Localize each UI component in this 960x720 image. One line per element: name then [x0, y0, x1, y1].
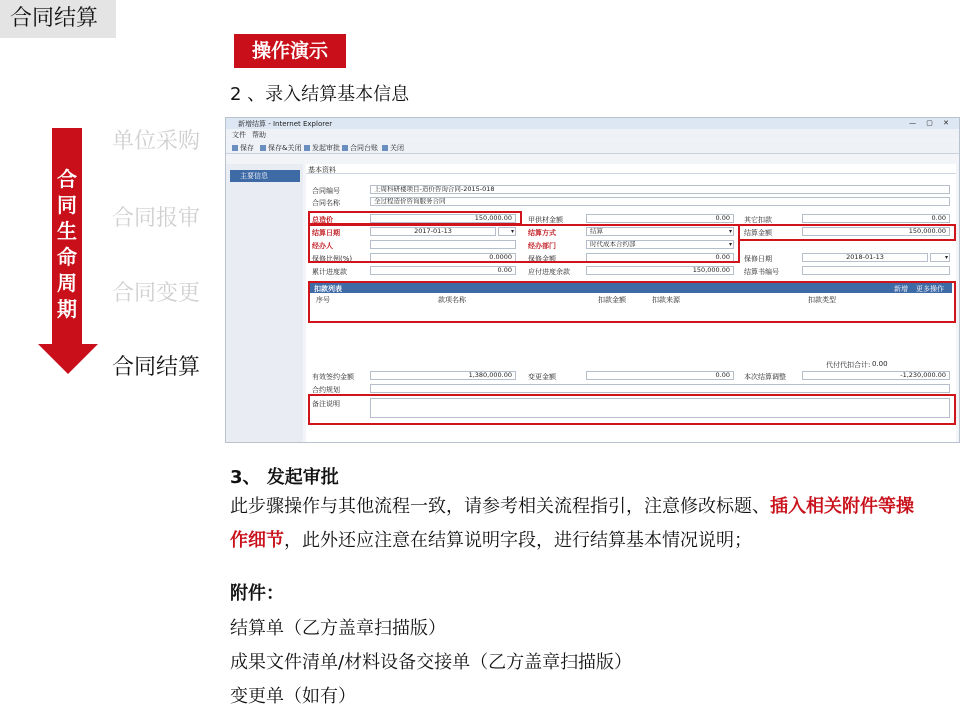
menu-help[interactable]: 帮助 [252, 131, 266, 139]
field-label: 其它扣款 [744, 216, 772, 224]
arrow-char: 周 [57, 271, 77, 295]
col-header: 扣款来源 [652, 296, 680, 304]
field-label: 应付进度余款 [528, 268, 570, 276]
lifecycle-arrow-head [38, 344, 98, 374]
retention-amount-field[interactable]: 0.00 [586, 253, 734, 262]
highlight-settle-amount [738, 224, 956, 241]
settle-method-select[interactable]: 结算 ▾ [586, 227, 734, 236]
contract-ledger-button[interactable]: 合同台账 [342, 143, 378, 153]
demo-badge: 操作演示 [234, 34, 346, 68]
settle-date-field[interactable]: 2017-01-13 [370, 227, 496, 236]
toolbar [226, 140, 959, 154]
settle-book-field[interactable] [802, 266, 950, 275]
field-label: 结算日期 [312, 229, 340, 237]
warranty-date-field[interactable]: 2018-01-13 [802, 253, 928, 262]
field-label: 结算书编号 [744, 268, 779, 276]
form-area [306, 164, 956, 443]
step3-line2: 作细节，此外还应注意在结算说明字段，进行结算基本情况说明； [230, 530, 752, 551]
field-label: 结算方式 [528, 229, 556, 237]
arrow-char: 命 [57, 245, 77, 269]
agent-total-label: 代付代扣合计: [826, 361, 871, 369]
progress-paid-field[interactable]: 0.00 [370, 266, 516, 275]
stage-change: 合同变更 [112, 281, 201, 306]
window-controls[interactable]: — ▢ ✕ [909, 119, 953, 127]
deduct-add-button[interactable]: 新增 [894, 285, 908, 293]
col-header: 序号 [316, 296, 330, 304]
highlight-remark [308, 394, 956, 425]
signed-amount-field[interactable]: 1,380,000.00 [370, 371, 516, 380]
other-deduct-field[interactable]: 0.00 [802, 214, 950, 223]
arrow-char: 合 [57, 167, 77, 191]
save-button[interactable]: 保存 [232, 143, 254, 153]
field-label: 合约规划 [312, 386, 340, 394]
arrow-char: 期 [57, 297, 77, 321]
deduct-more-button[interactable]: 更多操作 [916, 285, 944, 293]
field-label: 累计进度款 [312, 268, 347, 276]
field-label: 合同名称 [312, 199, 340, 207]
stage-settlement: 合同结算 [112, 355, 201, 380]
highlight-deduct-list [308, 281, 956, 323]
deduct-list-title: 扣款列表 [314, 285, 342, 293]
total-field[interactable]: 150,000.00 [370, 214, 516, 223]
field-label: 经办人 [312, 242, 333, 250]
stage-purchase: 单位采购 [112, 129, 201, 154]
field-label: 有效签约金额 [312, 373, 354, 381]
step3-title: 3、 发起审批 [230, 467, 339, 488]
window-titlebar [226, 118, 959, 129]
contract-note-field[interactable] [370, 384, 950, 393]
highlight-total [308, 211, 522, 225]
field-label: 保修日期 [744, 255, 772, 263]
agent-total-value: 0.00 [872, 360, 888, 368]
field-label: 合同编号 [312, 187, 340, 195]
step3-highlight: 插入相关附件等操 [770, 496, 914, 517]
col-header: 款项名称 [438, 296, 466, 304]
retention-ratio-field[interactable]: 0.0000 [370, 253, 516, 262]
field-label: 总造价 [312, 216, 333, 224]
supply-field[interactable]: 0.00 [586, 214, 734, 223]
attachment-item: 成果文件清单/材料设备交接单（乙方盖章扫描版） [230, 652, 633, 673]
col-header: 扣款类型 [808, 296, 836, 304]
close-button[interactable]: 关闭 [382, 143, 404, 153]
contract-name-field[interactable]: 全过程造价咨询服务合同 [370, 197, 950, 206]
settlement-form-screenshot [225, 117, 960, 443]
contract-no-field[interactable]: 上周科研楼项目-造价咨询合同-2015-018 [370, 185, 950, 194]
save-close-button[interactable]: 保存&关闭 [260, 143, 301, 153]
progress-due-field[interactable]: 150,000.00 [586, 266, 734, 275]
left-nav [226, 164, 303, 443]
section-title-tab: 合同结算 [0, 0, 116, 38]
attachment-item: 变更单（如有） [230, 686, 356, 707]
field-label: 保修比例(%) [312, 255, 353, 263]
settle-amount-field[interactable]: 150,000.00 [802, 227, 950, 236]
attachment-item: 结算单（乙方盖章扫描版） [230, 618, 446, 639]
submit-approval-button[interactable]: 发起审批 [304, 143, 340, 153]
stage-review: 合同报审 [112, 206, 201, 231]
field-label: 结算金额 [744, 229, 772, 237]
dept-select[interactable]: 时代成本合约部 ▾ [586, 240, 734, 249]
adjust-field[interactable]: -1,230,000.00 [802, 371, 950, 380]
step2-title: 2 、录入结算基本信息 [230, 84, 410, 105]
step3-line1: 此步骤操作与其他流程一致，请参考相关流程指引，注意修改标题、插入相关附件等操 [230, 496, 914, 517]
tab-basic-info[interactable]: 基本资料 [306, 164, 956, 174]
step3-highlight: 作细节 [230, 530, 284, 551]
arrow-char: 同 [57, 193, 77, 217]
menubar [226, 129, 959, 139]
field-label: 备注说明 [312, 400, 340, 408]
field-label: 本次结算调整 [744, 373, 786, 381]
field-label: 经办部门 [528, 242, 556, 250]
highlight-core-fields [308, 224, 740, 263]
attachments-title: 附件： [230, 583, 284, 604]
col-header: 扣款金额 [598, 296, 626, 304]
window-title: 新增结算 - Internet Explorer [238, 120, 333, 128]
change-amount-field[interactable]: 0.00 [586, 371, 734, 380]
menu-file[interactable]: 文件 [232, 131, 246, 139]
field-label: 甲供材金额 [528, 216, 563, 224]
field-label: 变更金额 [528, 373, 556, 381]
nav-item-main-info[interactable]: 主要信息 [230, 170, 300, 182]
arrow-char: 生 [57, 219, 77, 243]
field-label: 保修金额 [528, 255, 556, 263]
calendar-icon[interactable] [930, 253, 950, 262]
